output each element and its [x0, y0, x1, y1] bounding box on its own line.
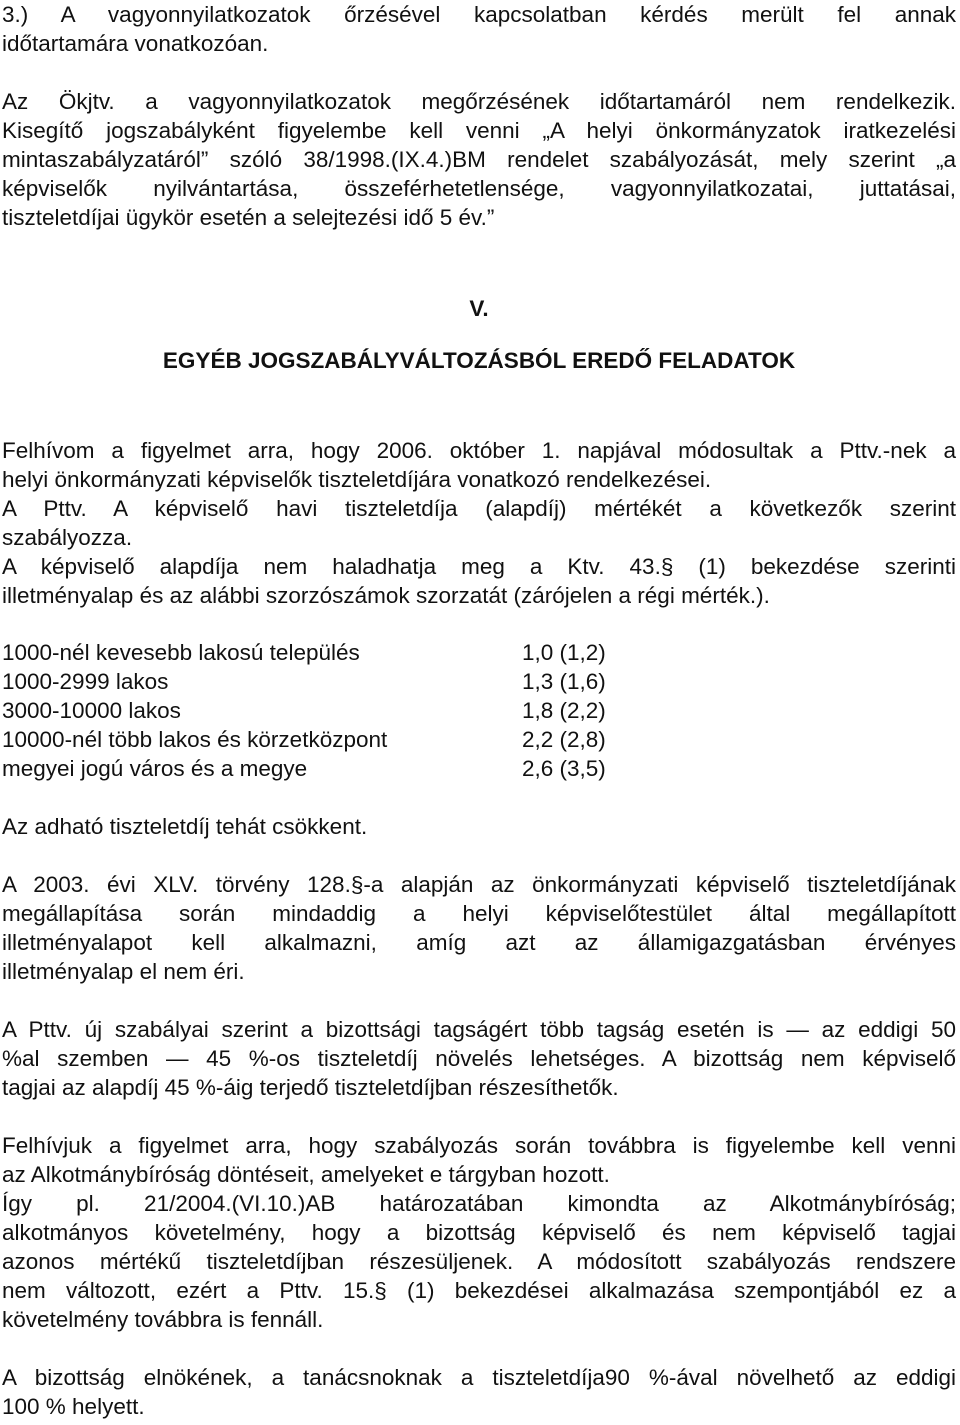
para5-line-1: Felhívjuk a figyelmet arra, hogy szabályozás során továbbra is figyelembe kell venni [2, 1133, 956, 1158]
table-row-value: 2,6 (3,5) [522, 756, 606, 781]
table-row-value: 1,0 (1,2) [522, 640, 606, 665]
para3-line-2: megállapítása során mindaddig a helyi képviselőtestület által megállapított [2, 901, 956, 926]
section-title: EGYÉB JOGSZABÁLYVÁLTOZÁSBÓL EREDŐ FELADATOK [162, 348, 796, 373]
table-row-label: 1000-2999 lakos [2, 669, 169, 694]
para1-line-3: A Pttv. A képviselő havi tiszteletdíja (alapdíj) mértékét a következők szerint [2, 496, 956, 521]
para5-line-2: az Alkotmánybíróság döntéseit, amelyeket e tárgyban hozott. [2, 1162, 610, 1187]
item3-line-1: 3.) A vagyonnyilatkozatok őrzésével kapcsolatban kérdés merült fel annak [2, 2, 956, 27]
item3-answer-line-5: tiszteletdíjai ügykör esetén a selejtezési idő 5 év.” [2, 205, 495, 230]
table-row-value: 1,8 (2,2) [522, 698, 606, 723]
para3-line-1: A 2003. évi XLV. törvény 128.§-a alapján az önkormányzati képviselő tiszteletdíjának [2, 872, 956, 897]
para3-line-4: illetményalap el nem éri. [2, 959, 245, 984]
table-row [2, 696, 956, 726]
table-row [2, 754, 956, 784]
table-row [2, 667, 956, 697]
item3-answer-line-1: Az Ökjtv. a vagyonnyilatkozatok megőrzésének időtartamáról nem rendelkezik. [2, 89, 956, 114]
para4-line-1: A Pttv. új szabályai szerint a bizottsági tagságért több tagság esetén is — az eddigi 50 [2, 1017, 956, 1042]
para6-line-2: 100 % helyett. [2, 1394, 145, 1419]
para1-line-5: A képviselő alapdíja nem haladhatja meg a Ktv. 43.§ (1) bekezdése szerinti [2, 554, 956, 579]
table-row-value: 1,3 (1,6) [522, 669, 606, 694]
para5-line-7: követelmény továbbra is fennáll. [2, 1307, 324, 1332]
para1-line-1: Felhívom a figyelmet arra, hogy 2006. október 1. napjával módosultak a Pttv.-nek a [2, 438, 956, 463]
section-number: V. [469, 296, 489, 321]
para5-line-3: Így pl. 21/2004.(VI.10.)AB határozatában kimondta az Alkotmánybíróság; [2, 1191, 956, 1216]
table-row-label: megyei jogú város és a megye [2, 756, 308, 781]
para4-line-2: %al szemben — 45 %-os tiszteletdíj növelés lehetséges. A bizottság nem képviselő [2, 1046, 956, 1071]
para1-line-4: szabályozza. [2, 525, 133, 550]
item3-line-2: időtartamára vonatkozóan. [2, 31, 269, 56]
table-row-label: 3000-10000 lakos [2, 698, 181, 723]
item3-answer-line-3: mintaszabályzatáról” szóló 38/1998.(IX.4.)BM rendelet szabályozását, mely szerint „a [2, 147, 956, 172]
para5-line-6: nem változott, ezért a Pttv. 15.§ (1) bekezdései alkalmazása szempontjából ez a [2, 1278, 956, 1303]
table-row-label: 1000-nél kevesebb lakosú település [2, 640, 360, 665]
para1-line-6: illetményalap és az alábbi szorzószámok szorzatát (zárójelen a régi mérték.). [2, 583, 770, 608]
para4-line-3: tagjai az alapdíj 45 %-áig terjedő tiszteletdíjban részesíthetők. [2, 1075, 619, 1100]
para5-line-4: alkotmányos követelmény, hogy a bizottság képviselő és nem képviselő tagjai [2, 1220, 956, 1245]
para3-line-3: illetményalapot kell alkalmazni, amíg azt az államigazgatásban érvényes [2, 930, 956, 955]
item3-answer-line-4: képviselők nyilvántartása, összeférhetetlensége, vagyonnyilatkozatai, juttatásai, [2, 176, 956, 201]
para1-line-2: helyi önkormányzati képviselők tiszteletdíjára vonatkozó rendelkezései. [2, 467, 712, 492]
table-row-label: 10000-nél több lakos és körzetközpont [2, 727, 388, 752]
table-row [2, 725, 956, 755]
para6-line-1: A bizottság elnökének, a tanácsnoknak a tiszteletdíja90 %-ával növelhető az eddigi [2, 1365, 956, 1390]
table-row [2, 638, 956, 668]
para5-line-5: azonos mértékű tiszteletdíjban részesüljenek. A módosított szabályozás rendszere [2, 1249, 956, 1274]
item3-answer-line-2: Kisegítő jogszabályként figyelembe kell venni „A helyi önkormányzatok iratkezelési [2, 118, 956, 143]
para2-line: Az adható tiszteletdíj tehát csökkent. [2, 814, 368, 839]
table-row-value: 2,2 (2,8) [522, 727, 606, 752]
